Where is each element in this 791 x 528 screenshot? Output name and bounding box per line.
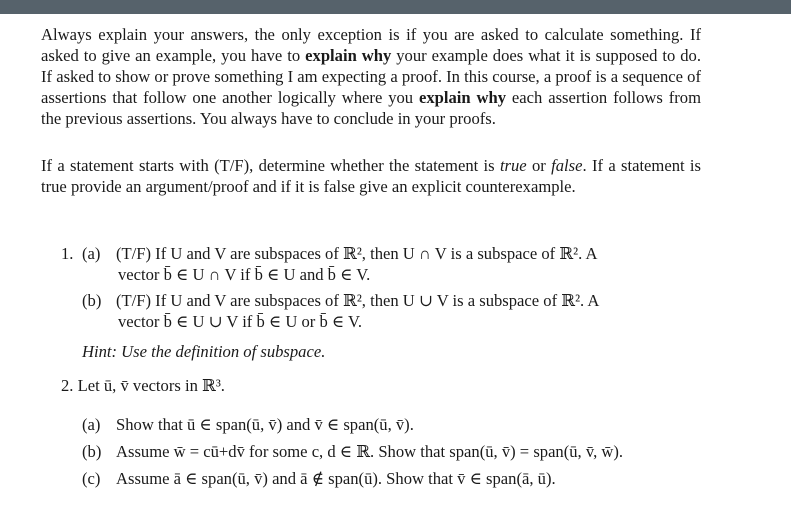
instructions-text-2: your example does what it is supposed to do. If asked to show or prove something I am expecting a proof. In this course, a proof is a sequence of assertions that follow one another logically where you [41, 46, 701, 107]
question-2a [82, 414, 702, 435]
tf-false-word: false [551, 156, 583, 175]
question-1b-line2: vector b̄ ∈ U ∪ V if b̄ ∈ U or b̄ ∈ V. [118, 312, 363, 331]
question-2b-text: Assume w̄ = cū+dv̄ for some c, d ∈ ℝ. Show that span(ū, v̄) = span(ū, v̄, w̄). [116, 442, 624, 461]
instructions-text-3: each assertion follows from the previous assertions. You always have to conclude in your proofs. [41, 88, 702, 128]
top-bar [0, 0, 791, 14]
tf-true-word: true [499, 156, 527, 175]
question-2 [61, 375, 225, 396]
instructions-text-1: Always explain your answers, the only exception is if you are asked to calculate something. If asked to give an example, you have to [41, 25, 701, 65]
question-2c-text: Assume ā ∈ span(ū, v̄) and ā ∉ span(ū). Show that v̄ ∈ span(ā, ū). [116, 469, 556, 488]
question-1-number: 1. [61, 244, 74, 263]
instructions-paragraph [41, 24, 701, 129]
question-1a-cont [82, 264, 702, 285]
question-2a-label: (a) [82, 415, 101, 434]
question-1b [82, 290, 702, 311]
tf-text-2: . If a statement is true provide an argument/proof and if it is false give an explicit counterexample. [41, 156, 701, 196]
question-1b-label: (b) [82, 291, 102, 310]
question-2b [82, 441, 702, 462]
question-2c [82, 468, 702, 489]
tf-or-word: or [526, 156, 552, 175]
question-1-hint: Hint: Use the definition of subspace. [82, 342, 326, 361]
instructions-bold-2: explain why [418, 88, 507, 107]
question-2a-text: Show that ū ∈ span(ū, v̄) and v̄ ∈ span(ū, v̄). [116, 415, 414, 434]
question-1b-cont [82, 311, 702, 332]
question-2-number: 2. [61, 376, 74, 395]
question-2b-label: (b) [82, 442, 102, 461]
question-1a [82, 243, 702, 264]
question-1a-line2: vector b̄ ∈ U ∩ V if b̄ ∈ U and b̄ ∈ V. [118, 265, 371, 284]
question-1b-line1: (T/F) If U and V are subspaces of ℝ², then U ∪ V is a subspace of ℝ². A [116, 291, 600, 310]
tf-text-1: If a statement starts with (T/F), determine whether the statement is [41, 156, 500, 175]
question-2-stem: Let ū, v̄ vectors in ℝ³. [77, 376, 225, 395]
instructions-bold-1: explain why [305, 46, 392, 65]
question-1a-label: (a) [82, 244, 101, 263]
question-2c-label: (c) [82, 469, 101, 488]
document-page [0, 14, 791, 528]
question-1a-line1: (T/F) If U and V are subspaces of ℝ², then U ∩ V is a subspace of ℝ². A [116, 244, 598, 263]
tf-instructions-paragraph [41, 155, 701, 197]
